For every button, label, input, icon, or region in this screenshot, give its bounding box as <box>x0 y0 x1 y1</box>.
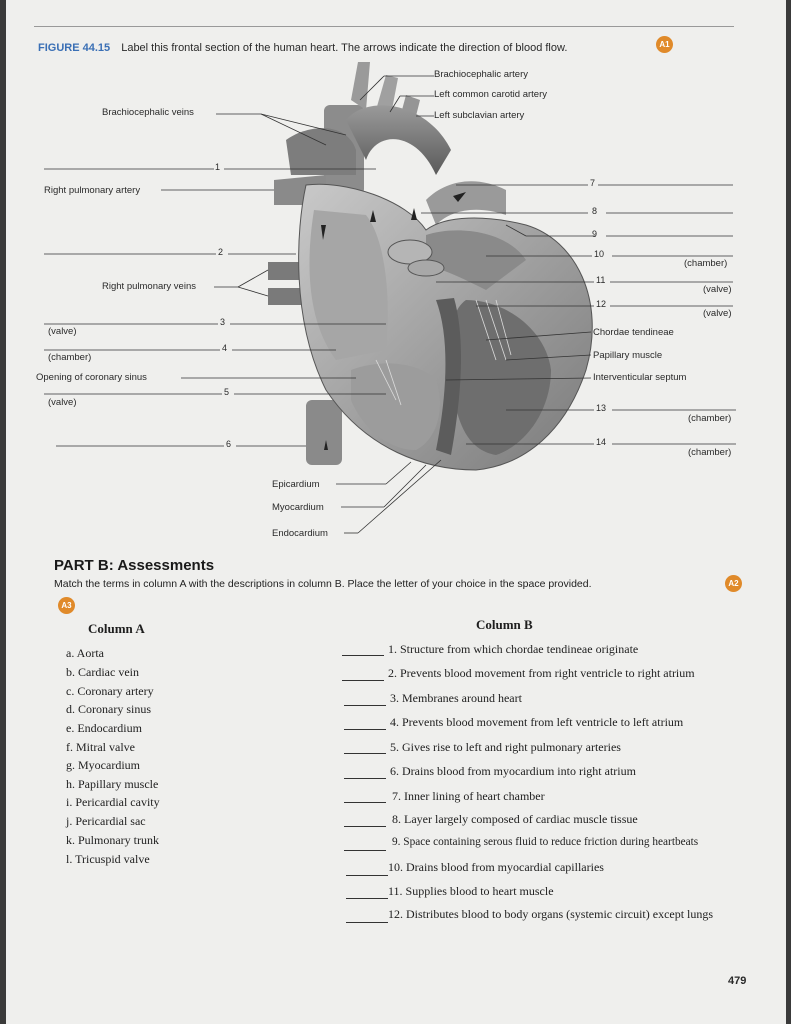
label-myocardium: Myocardium <box>272 502 324 513</box>
page-number: 479 <box>728 975 747 987</box>
number-12: 12 <box>596 299 607 309</box>
column-a-item: f. Mitral valve <box>66 740 135 754</box>
answer-blank[interactable] <box>344 826 386 827</box>
textbook-page <box>6 0 786 1024</box>
inferior-vena-cava <box>306 400 342 465</box>
label-opening-coronary-sinus: Opening of coronary sinus <box>36 372 147 383</box>
label-interventricular-septum: Interventicular septum <box>593 372 687 383</box>
label-chamber-10: (chamber) <box>684 258 728 269</box>
label-valve-11: (valve) <box>703 284 732 295</box>
column-a-item: i. Pericardial cavity <box>66 795 160 809</box>
column-b-item: 10. Drains blood from myocardial capillaries <box>388 860 604 874</box>
label-left-common-carotid: Left common carotid artery <box>434 89 547 100</box>
answer-blank[interactable] <box>344 753 386 754</box>
number-1: 1 <box>215 162 221 172</box>
column-a-item: c. Coronary artery <box>66 684 154 698</box>
number-14: 14 <box>596 437 607 447</box>
column-b-item: 6. Drains blood from myocardium into right atrium <box>390 764 636 778</box>
label-valve-3: (valve) <box>48 326 77 337</box>
column-a-item: j. Pericardial sac <box>66 814 146 828</box>
number-7: 7 <box>590 178 596 188</box>
part-b-instructions: Match the terms in column A with the descriptions in column B. Place the letter of your choice in the space provided. <box>54 578 592 590</box>
label-papillary-muscle: Papillary muscle <box>593 350 663 361</box>
label-chamber-13: (chamber) <box>688 413 732 424</box>
part-b-title: PART B: Assessments <box>54 557 215 574</box>
answer-blank[interactable] <box>342 680 384 681</box>
answer-blank[interactable] <box>344 778 386 779</box>
column-b-item: 3. Membranes around heart <box>390 691 522 705</box>
column-a-item: g. Myocardium <box>66 758 140 772</box>
number-13: 13 <box>596 403 607 413</box>
column-b-item: 8. Layer largely composed of cardiac muscle tissue <box>392 812 638 826</box>
label-valve-5: (valve) <box>48 397 77 408</box>
number-10: 10 <box>594 249 605 259</box>
label-chordae-tendineae: Chordae tendineae <box>593 327 674 338</box>
column-a-item: b. Cardiac vein <box>66 665 139 679</box>
badge-a1: A1 <box>656 36 673 53</box>
column-b-header: Column B <box>476 617 533 632</box>
column-b-item: 11. Supplies blood to heart muscle <box>388 884 554 898</box>
answer-blank[interactable] <box>344 729 386 730</box>
figure-number: FIGURE 44.15 <box>38 42 111 54</box>
label-chamber-4: (chamber) <box>48 352 92 363</box>
label-endocardium: Endocardium <box>272 528 328 539</box>
column-b-item: 9. Space containing serous fluid to reduce friction during heartbeats <box>392 836 699 848</box>
answer-blank[interactable] <box>344 705 386 706</box>
label-epicardium: Epicardium <box>272 479 320 490</box>
label-valve-12: (valve) <box>703 308 732 319</box>
number-9: 9 <box>592 229 598 239</box>
label-right-pulmonary-artery: Right pulmonary artery <box>44 185 141 196</box>
column-a-item: a. Aorta <box>66 646 104 660</box>
column-a-item: e. Endocardium <box>66 721 142 735</box>
number-6: 6 <box>226 439 232 449</box>
column-a-item: l. Tricuspid valve <box>66 852 150 866</box>
column-a-item: k. Pulmonary trunk <box>66 833 159 847</box>
label-left-subclavian: Left subclavian artery <box>434 110 525 121</box>
answer-blank[interactable] <box>346 922 388 923</box>
label-chamber-14: (chamber) <box>688 447 732 458</box>
number-5: 5 <box>224 387 230 397</box>
label-right-pulmonary-veins: Right pulmonary veins <box>102 281 196 292</box>
column-a-item: h. Papillary muscle <box>66 777 159 791</box>
aortic-valve-shape <box>408 260 444 276</box>
heart-illustration <box>6 0 786 560</box>
right-ventricle-shape <box>351 363 440 450</box>
answer-blank[interactable] <box>346 898 388 899</box>
number-11: 11 <box>596 275 606 285</box>
answer-blank[interactable] <box>344 802 386 803</box>
label-brachiocephalic-artery: Brachiocephalic artery <box>434 69 528 80</box>
number-3: 3 <box>220 317 226 327</box>
column-b-item: 1. Structure from which chordae tendineae originate <box>388 642 639 656</box>
number-4: 4 <box>222 343 228 353</box>
label-brachiocephalic-veins: Brachiocephalic veins <box>102 107 194 118</box>
column-b-item: 2. Prevents blood movement from right ventricle to right atrium <box>388 666 695 680</box>
figure-caption: Label this frontal section of the human heart. The arrows indicate the direction of blood flow. <box>121 42 568 54</box>
column-b-item: 7. Inner lining of heart chamber <box>392 789 545 803</box>
answer-blank[interactable] <box>344 850 386 851</box>
badge-a3: A3 <box>58 597 75 614</box>
answer-blank[interactable] <box>342 655 384 656</box>
number-2: 2 <box>218 247 224 257</box>
badge-a2: A2 <box>725 575 742 592</box>
answer-blank[interactable] <box>346 875 388 876</box>
column-b-item: 5. Gives rise to left and right pulmonary arteries <box>390 740 621 754</box>
brachiocephalic-artery-shape <box>351 62 370 110</box>
column-a-header: Column A <box>88 621 145 636</box>
column-b-item: 12. Distributes blood to body organs (systemic circuit) except lungs <box>388 907 714 921</box>
column-b-item: 4. Prevents blood movement from left ventricle to left atrium <box>390 715 684 729</box>
number-8: 8 <box>592 206 598 216</box>
column-a-item: d. Coronary sinus <box>66 702 151 716</box>
